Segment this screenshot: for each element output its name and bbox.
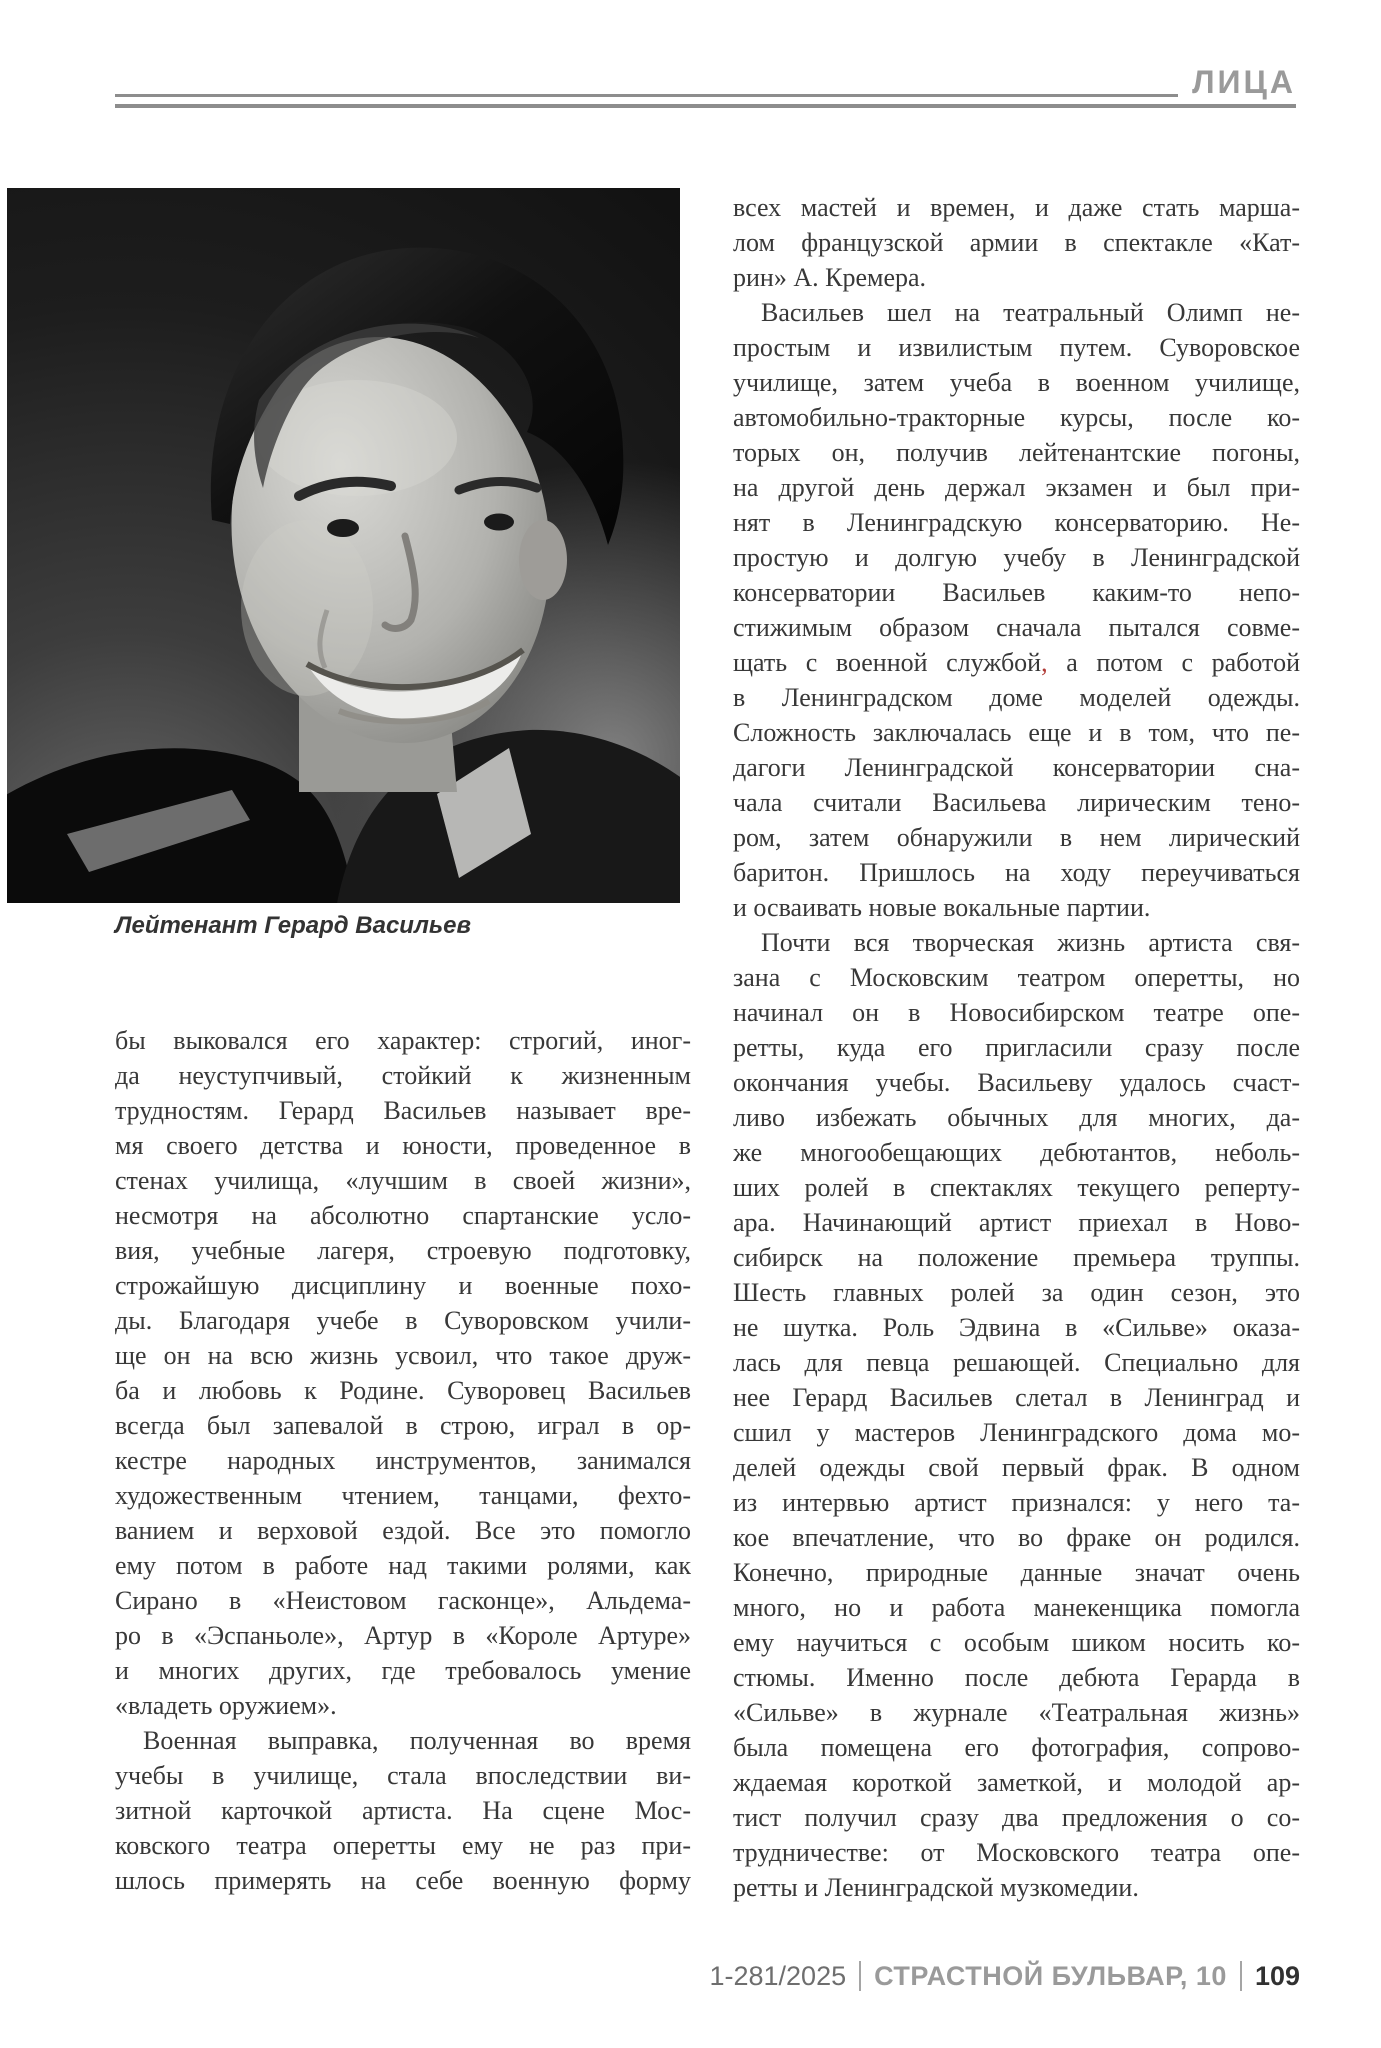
- article-column-right: [733, 190, 1300, 1905]
- text-line: много, но и работа манекенщика помогла: [733, 1593, 1300, 1622]
- text-line: ему потом в работе над такими ролями, как: [115, 1551, 691, 1580]
- text-line: несмотря на абсолютно спартанские усло-: [115, 1201, 691, 1230]
- text-line: чала считали Васильева лирическим тено-: [733, 788, 1300, 817]
- page-footer: [709, 1958, 1300, 1994]
- text-line: ретты, куда его пригласили сразу после: [733, 1033, 1300, 1062]
- text-line: начинал он в Новосибирском театре опе-: [733, 998, 1300, 1027]
- text-line: «Сильве» в журнале «Театральная жизнь»: [733, 1698, 1300, 1727]
- footer-divider: [1240, 1961, 1242, 1991]
- text-line: ара. Начинающий артист приехал в Ново-: [733, 1208, 1300, 1237]
- text-line: была помещена его фотография, сопрово-: [733, 1733, 1300, 1762]
- text-line: ковского театра оперетты ему не раз при-: [115, 1831, 691, 1860]
- magazine-title: СТРАСТНОЙ БУЛЬВАР, 10: [874, 1960, 1227, 1991]
- text-line: простую и долгую учебу в Ленинградской: [733, 543, 1300, 572]
- text-line: да неуступчивый, стойкий к жизненным: [115, 1061, 691, 1090]
- text-line: ретты и Ленинградской музкомедии.: [733, 1873, 1139, 1902]
- text-line: окончания учебы. Васильеву удалось счаст-: [733, 1068, 1300, 1097]
- text-line: автомобильно-тракторные курсы, после ко-: [733, 403, 1300, 432]
- text-line: рин» А. Кремера.: [733, 263, 927, 292]
- text-line: простым и извилистым путем. Суворовское: [733, 333, 1300, 362]
- text-line: училище, затем учеба в военном училище,: [733, 368, 1300, 397]
- text-line: ро в «Эспаньоле», Артур в «Короле Артуре»: [115, 1621, 691, 1650]
- text-line: щать с военной службой, а потом с работой: [733, 648, 1300, 677]
- text-line: из интервью артист признался: у него та-: [733, 1488, 1300, 1517]
- text-line: мя своего детства и юности, проведенное в: [115, 1131, 691, 1160]
- photo-caption: Лейтенант Герард Васильев: [115, 912, 471, 939]
- text-line: «владеть оружием».: [115, 1691, 337, 1720]
- text-line: Шесть главных ролей за один сезон, это: [733, 1278, 1300, 1307]
- text-line: ших ролей в спектаклях текущего реперту-: [733, 1173, 1300, 1202]
- text-line: на другой день держал экзамен и был при-: [733, 473, 1300, 502]
- page-number: 109: [1254, 1960, 1300, 1991]
- text-line: стюмы. Именно после дебюта Герарда в: [733, 1663, 1300, 1692]
- text-line: всех мастей и времен, и даже стать марша-: [733, 193, 1300, 222]
- section-label: ЛИЦА: [1192, 64, 1296, 100]
- text-line: Военная выправка, полученная во время: [143, 1726, 691, 1755]
- text-line: ливо избежать обычных для многих, да-: [733, 1103, 1300, 1132]
- text-line: всегда был запевалой в строю, играл в ор-: [115, 1411, 691, 1440]
- portrait-photo: [7, 188, 680, 903]
- header-rule-thin: [115, 94, 1178, 97]
- text-line: лась для певца решающей. Специально для: [733, 1348, 1300, 1377]
- text-line: Васильев шел на театральный Олимп не-: [761, 298, 1300, 327]
- text-line: сшил у мастеров Ленинградского дома мо-: [733, 1418, 1300, 1447]
- text-line: и осваивать новые вокальные партии.: [733, 893, 1151, 922]
- text-line: вия, учебные лагеря, строевую подготовку,: [115, 1236, 691, 1265]
- article-column-left: [115, 1023, 691, 1898]
- text-line: Почти вся творческая жизнь артиста свя-: [761, 928, 1300, 957]
- text-line: лом французской армии в спектакле «Кат-: [733, 228, 1300, 257]
- header-rule-thick: [115, 104, 1296, 108]
- text-line: и многих других, где требовалось умение: [115, 1656, 691, 1685]
- text-line: учебы в училище, стала впоследствии ви-: [115, 1761, 691, 1790]
- text-line: строжайшую дисциплину и военные похо-: [115, 1271, 691, 1300]
- text-line: кестре народных инструментов, занимался: [115, 1446, 691, 1475]
- text-line: ще он на всю жизнь усвоил, что такое друж-: [115, 1341, 691, 1370]
- text-line: в Ленинградском доме моделей одежды.: [733, 683, 1300, 712]
- text-line: Конечно, природные данные значат очень: [733, 1558, 1300, 1587]
- issue-number: 1-281/2025: [709, 1960, 847, 1991]
- portrait-photo-image: [7, 188, 680, 903]
- text-line: тист получил сразу два предложения о со-: [733, 1803, 1300, 1832]
- text-line: нее Герард Васильев слетал в Ленинград и: [733, 1383, 1300, 1412]
- red-comma: ,: [1041, 648, 1048, 677]
- text-line: художественным чтением, танцами, фехто-: [115, 1481, 691, 1510]
- text-line: Сложность заключалась еще и в том, что пе-: [733, 718, 1300, 747]
- text-line: ром, затем обнаружили в нем лирический: [733, 823, 1300, 852]
- text-line: делей одежды свой первый фрак. В одном: [733, 1453, 1300, 1482]
- text-line: стижимым образом сначала пытался совме-: [733, 613, 1300, 642]
- text-line: ждаемая короткой заметкой, и молодой ар-: [733, 1768, 1300, 1797]
- text-line: ему научиться с особым шиком носить ко-: [733, 1628, 1300, 1657]
- footer-divider: [859, 1961, 861, 1991]
- text-line: дагоги Ленинградской консерватории сна-: [733, 753, 1300, 782]
- text-line: ванием и верховой ездой. Все это помогло: [115, 1516, 691, 1545]
- text-line: консерватории Васильев каким-то непо-: [733, 578, 1300, 607]
- text-line: не шутка. Роль Эдвина в «Сильве» оказа-: [733, 1313, 1300, 1342]
- text-line: нят в Ленинградскую консерваторию. Не-: [733, 508, 1300, 537]
- text-line: Сирано в «Неистовом гасконце», Альдема-: [115, 1586, 691, 1615]
- text-line: шлось примерять на себе военную форму: [115, 1866, 691, 1895]
- text-line: трудничестве: от Московского театра опе-: [733, 1838, 1300, 1867]
- text-line: зана с Московским театром оперетты, но: [733, 963, 1300, 992]
- text-line: же многообещающих дебютантов, неболь-: [733, 1138, 1300, 1167]
- text-line: ды. Благодаря учебе в Суворовском учили-: [115, 1306, 691, 1335]
- text-line: торых он, получив лейтенантские погоны,: [733, 438, 1300, 467]
- text-line: бы выковался его характер: строгий, иног-: [115, 1026, 691, 1055]
- text-line: ба и любовь к Родине. Суворовец Васильев: [115, 1376, 691, 1405]
- text-line: трудностям. Герард Васильев называет вре-: [115, 1096, 691, 1125]
- text-line: зитной карточкой артиста. На сцене Мос-: [115, 1796, 691, 1825]
- text-line: кое впечатление, что во фраке он родился.: [733, 1523, 1300, 1552]
- text-line: стенах училища, «лучшим в своей жизни»,: [115, 1166, 691, 1195]
- text-line: сибирск на положение премьера труппы.: [733, 1243, 1300, 1272]
- text-line: баритон. Пришлось на ходу переучиваться: [733, 858, 1300, 887]
